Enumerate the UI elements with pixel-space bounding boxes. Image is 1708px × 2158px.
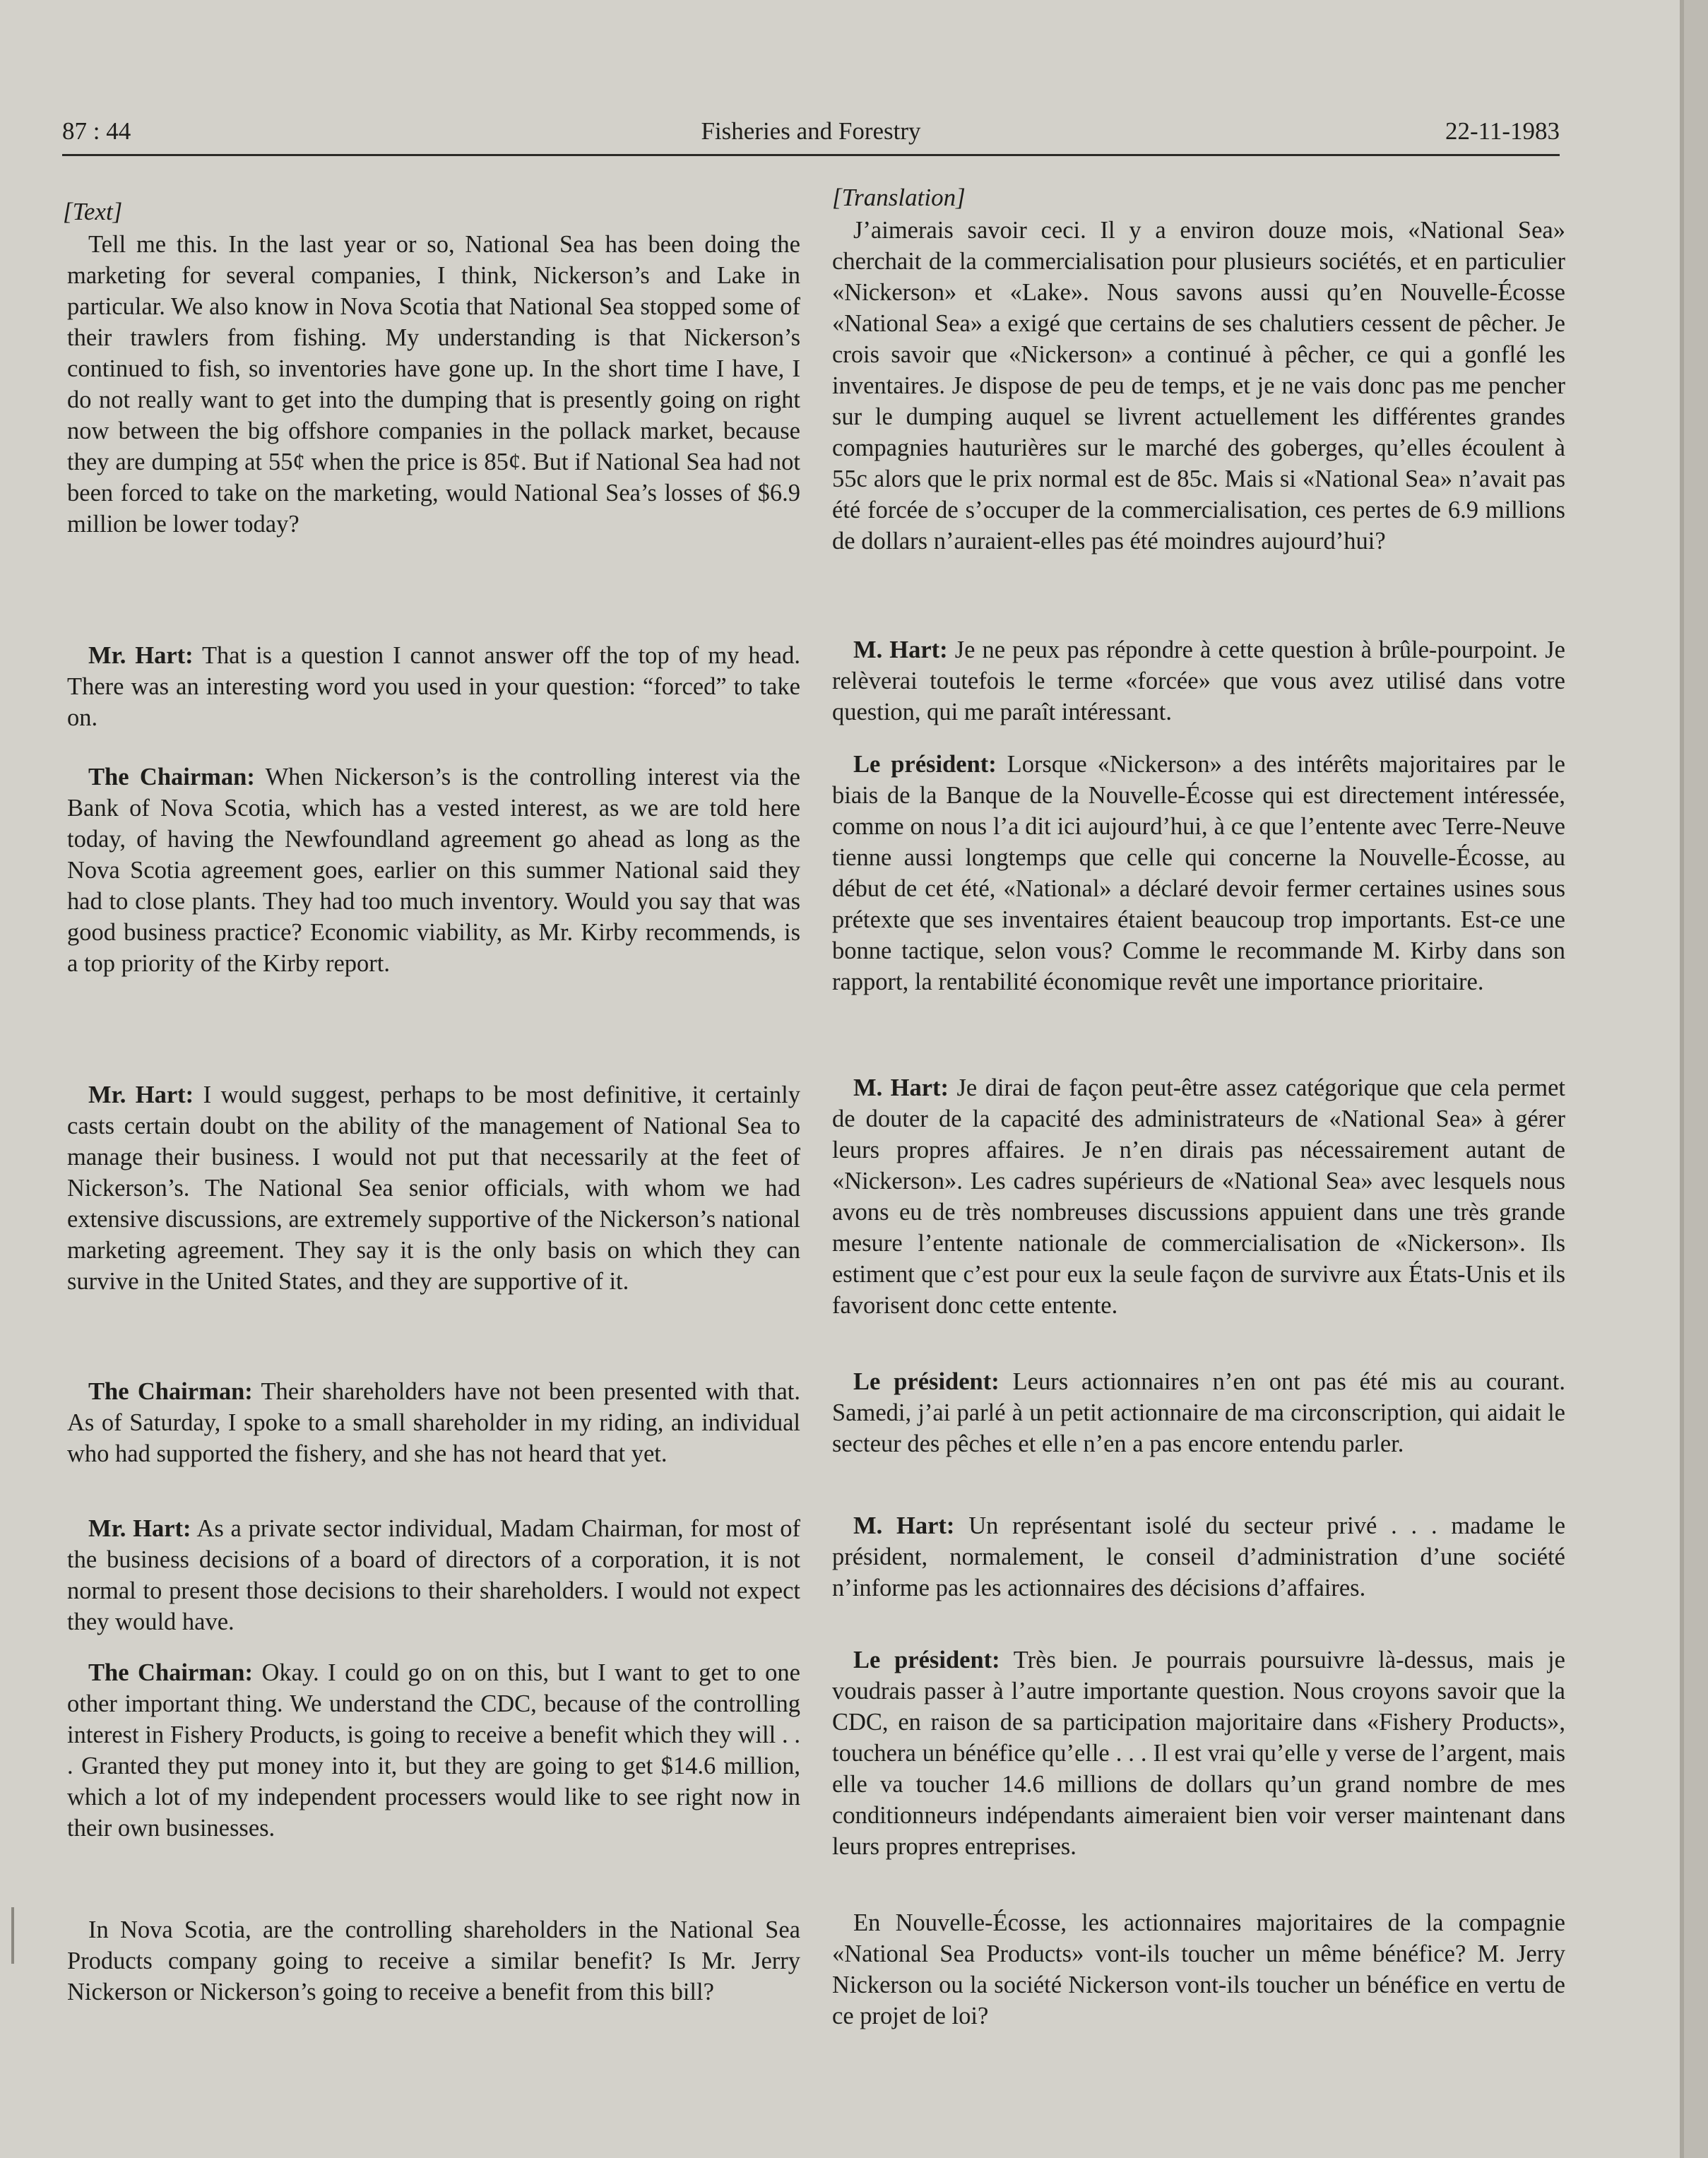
- paragraph-text: Okay. I could go on on this, but I want to get to one other important thing. We understand the CDC, because of the controlling interest in Fishery Products, is going to receive a benefit which they will . . . Granted they put money into it, but they are going to get $14.6 million, which a lot of my independent processers would like to see right now in their own businesses.: [67, 1659, 800, 1842]
- paragraph: [67, 229, 800, 540]
- paragraph-text: In Nova Scotia, are the controlling shareholders in the National Sea Products company going to receive a similar benefit? Is Mr. Jerry Nickerson or Nickerson’s going to receive a benefit from this bill?: [67, 1916, 800, 2005]
- paragraph: [832, 1644, 1565, 1862]
- paragraph-text: En Nouvelle-Écosse, les actionnaires majoritaires de la compagnie «National Sea Products» vont-ils toucher un même bénéfice? M. Jerry Nickerson ou la société Nickerson vont-ils toucher un bénéfice en vertu de ce projet de loi?: [832, 1909, 1565, 2029]
- paragraph: [832, 634, 1565, 728]
- paragraph: [67, 761, 800, 979]
- paragraph-text: That is a question I cannot answer off the top of my head. There was an interesting word you used in your question: “forced” to take on.: [67, 642, 800, 731]
- speaker: M. Hart:: [853, 1512, 955, 1539]
- paragraph: [67, 1914, 800, 2008]
- paragraph: [832, 1072, 1565, 1321]
- speaker: The Chairman:: [88, 764, 255, 790]
- paragraph-text: When Nickerson’s is the controlling interest via the Bank of Nova Scotia, which has a vested interest, as we are told here today, of having the Newfoundland agreement go ahead as long as the Nova Scotia agreement goes, earlier on this summer National said they had to close plants. They had too much inventory. Would you say that was good business practice? Economic viability, as Mr. Kirby recommends, is a top priority of the Kirby report.: [67, 764, 800, 977]
- paragraph-text: Je dirai de façon peut-être assez catégorique que cela permet de douter de la capacité des administrateurs de «National Sea» à gérer leurs propres affaires. Je n’en dirais pas nécessairement autant de «Nickerson». Les cadres supérieurs de «National Sea» avec lesquels nous avons eu de très nombreuses discussions appuient dans une très grande mesure l’entente nationale de commercialisation de «Nickerson». Ils estiment que c’est pour eux la seule façon de survivre aux États-Unis et ils favorisent donc cette entente.: [832, 1074, 1566, 1319]
- speaker: The Chairman:: [88, 1659, 253, 1686]
- speaker: M. Hart:: [853, 636, 948, 663]
- header-date: 22-11-1983: [1445, 117, 1560, 145]
- paragraph: [67, 640, 800, 733]
- paragraph: [67, 1513, 800, 1637]
- speaker: Le président:: [853, 1368, 1000, 1395]
- speaker: Mr. Hart:: [88, 1081, 194, 1108]
- binding-mark: [11, 1907, 14, 1964]
- paragraph: [832, 1510, 1565, 1603]
- paragraph: [832, 749, 1565, 997]
- paragraph: [832, 215, 1565, 557]
- paragraph: [67, 1079, 800, 1297]
- paragraph-text: Très bien. Je pourrais poursuivre là-dessus, mais je voudrais passer à l’autre importante question. Nous croyons savoir que la CDC, en raison de sa participation majoritaire dans «Fishery Products», touchera un bénéfice qu’elle . . . Il est vrai qu’elle y verse de l’argent, mais elle va toucher 14.6 millions de dollars qu’un grand nombre de mes conditionneurs indépendants aimeraient bien voir verser maintenant dans leurs propres entreprises.: [832, 1647, 1565, 1860]
- page-header: [62, 106, 1560, 151]
- paragraph-text: J’aimerais savoir ceci. Il y a environ douze mois, «National Sea» cherchait de la commercialisation pour plusieurs sociétés, et en particulier «Nickerson» et «Lake». Nous savons aussi qu’en Nouvelle-Écosse «National Sea» a exigé que certains de ses chalutiers cessent de pêcher. Je crois savoir que «Nickerson» a continué à pêcher, ce qui a gonflé les inventaires. Je dispose de peu de temps, et je ne vais donc pas me pencher sur le dumping auquel se livrent actuellement les différentes grandes compagnies hauturières sur le marché des goberges, qu’elles écoulent à 55c alors que le prix normal est de 85c. Mais si «National Sea» n’avait pas été forcée de s’occuper de la commercialisation, ces pertes de 6.9 millions de dollars n’auraient-elles pas été moindres aujourd’hui?: [832, 217, 1565, 555]
- speaker: The Chairman:: [88, 1378, 253, 1405]
- paragraph-text: Je ne peux pas répondre à cette question à brûle-pourpoint. Je relèverai toutefois le terme «forcée» que vous avez utilisé dans votre question, qui me paraît intéressant.: [832, 636, 1565, 725]
- speaker: M. Hart:: [853, 1074, 949, 1101]
- speaker: Le président:: [853, 751, 997, 778]
- paragraph: [832, 1366, 1565, 1459]
- header-rule: [62, 154, 1560, 156]
- paragraph: [832, 1907, 1565, 2032]
- paragraph-text: Lorsque «Nickerson» a des intérêts majoritaires par le biais de la Banque de la Nouvelle-Écosse qui est directement intéressée, comme on nous l’a dit ici aujourd’hui, à ce que l’entente avec Terre-Neuve tienne aussi longtemps que celle qui concerne la Nouvelle-Écosse, au début de cet été, «National» a déclaré devoir fermer certaines usines sous prétexte que ses inventaires étaient beaucoup trop importants. Est-ce une bonne tactique, selon vous? Comme le recommande M. Kirby dans son rapport, la rentabilité économique revêt une importance prioritaire.: [832, 751, 1565, 995]
- speaker: Mr. Hart:: [88, 642, 194, 669]
- column-label: [Text]: [63, 198, 123, 225]
- paragraph-text: I would suggest, perhaps to be most definitive, it certainly casts certain doubt on the ability of the management of National Sea to manage their business. I would not put that necessarily at the feet of Nickerson’s. The National Sea senior officials, with whom we had extensive discussions, are extremely supportive of the Nickerson’s national marketing agreement. They say it is the only basis on which they can survive in the United States, and they are supportive of it.: [67, 1081, 800, 1295]
- column-label: [Translation]: [832, 184, 966, 211]
- paragraph: [67, 1376, 800, 1469]
- speaker: Le président:: [853, 1647, 1000, 1673]
- paragraph-text: Un représentant isolé du secteur privé . . . madame le président, normalement, le conseil d’administration d’une société n’informe pas les actionnaires des décisions d’affaires.: [832, 1512, 1566, 1601]
- paragraph-text: Leurs actionnaires n’en ont pas été mis au courant. Samedi, j’ai parlé à un petit actionnaire de ma circonscription, qui aidait le secteur des pêches et elle n’en a pas encore entendu parler.: [832, 1368, 1565, 1457]
- paragraph-text: Their shareholders have not been presented with that. As of Saturday, I spoke to a small shareholder in my riding, an individual who had supported the fishery, and she has not heard that yet.: [67, 1378, 800, 1467]
- running-title: Fisheries and Forestry: [701, 117, 921, 145]
- paragraph-text: As a private sector individual, Madam Chairman, for most of the business decisions of a board of directors of a corporation, it is not normal to present those decisions to their shareholders. I would not expect they would have.: [67, 1515, 800, 1635]
- paragraph: [67, 1657, 800, 1844]
- speaker: Mr. Hart:: [88, 1515, 191, 1542]
- page-number: 87 : 44: [62, 117, 131, 145]
- paragraph-text: Tell me this. In the last year or so, National Sea has been doing the marketing for several companies, I think, Nickerson’s and Lake in particular. We also know in Nova Scotia that National Sea stopped some of their trawlers from fishing. My understanding is that Nickerson’s continued to fish, so inventories have gone up. In the short time I have, I do not really want to get into the dumping that is presently going on right now between the big offshore companies in the pollack market, because they are dumping at 55¢ when the price is 85¢. But if National Sea had not been forced to take on the marketing, would National Sea’s losses of $6.9 million be lower today?: [67, 231, 800, 538]
